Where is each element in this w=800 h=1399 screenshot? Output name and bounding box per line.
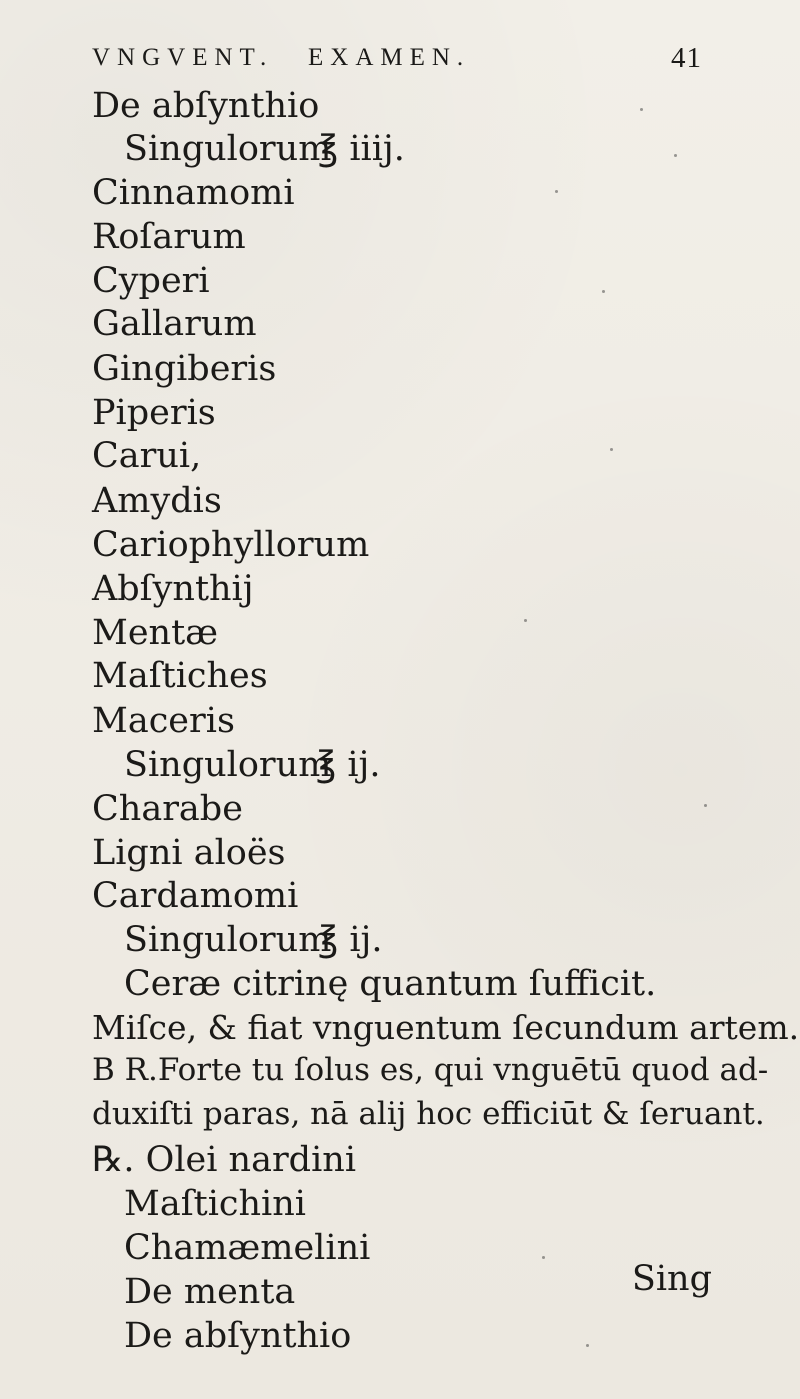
text-line-21: Ceræ citrinę quantum ſufficit. xyxy=(124,964,657,1004)
ink-speck xyxy=(674,154,677,157)
ink-speck xyxy=(524,619,527,622)
text-line-28: De menta xyxy=(124,1272,296,1312)
text-line-5: Cyperi xyxy=(92,261,210,301)
quantity-2: ℥ ij. xyxy=(316,745,381,785)
text-line-20: Singulorum xyxy=(124,920,332,960)
ink-speck xyxy=(602,290,605,293)
ink-speck xyxy=(555,190,558,193)
text-line-7: Gingiberis xyxy=(92,349,277,389)
ink-speck xyxy=(610,448,613,451)
text-line-10: Amydis xyxy=(92,481,222,521)
running-head-right: EXAMEN. xyxy=(308,44,471,71)
text-line-29: De abſynthio xyxy=(124,1316,352,1356)
text-line-11: Cariophyllorum xyxy=(92,525,370,565)
text-line-19: Cardamomi xyxy=(92,876,299,916)
running-header xyxy=(92,44,702,84)
page-number: 41 xyxy=(671,42,702,74)
text-line-14: Maſtiches xyxy=(92,656,268,696)
text-line-12: Abſynthij xyxy=(92,569,254,609)
ink-speck xyxy=(704,804,707,807)
text-line-22: Miſce, & fiat vnguentum ſecundum artem. xyxy=(92,1008,800,1047)
text-line-23: B R.Forte tu ſolus es, qui vnguētū quod ad- xyxy=(92,1052,769,1088)
text-line-3: Cinnamomi xyxy=(92,173,295,213)
text-line-2: Singulorum xyxy=(124,129,332,169)
text-line-13: Mentæ xyxy=(92,613,219,653)
text-line-27: Chamæmelini xyxy=(124,1228,371,1268)
quantity-1: ℥ iiij. xyxy=(318,129,405,169)
text-line-15: Maceris xyxy=(92,701,235,741)
text-line-25: ℞. Olei nardini xyxy=(92,1140,357,1180)
text-line-6: Gallarum xyxy=(92,304,257,344)
text-line-1: De abſynthio xyxy=(92,86,320,126)
catchword: Sing xyxy=(631,1259,712,1299)
ink-speck xyxy=(542,1256,545,1259)
text-line-17: Charabe xyxy=(92,789,243,829)
running-head-left: VNGVENT. xyxy=(92,44,274,71)
text-line-18: Ligni aloës xyxy=(92,833,286,873)
text-line-9: Carui, xyxy=(92,436,202,476)
text-line-26: Maſtichini xyxy=(124,1184,306,1224)
text-line-24: duxiſti paras, nā alij hoc efficiūt & ſeruant. xyxy=(92,1096,765,1132)
text-line-16: Singulorum xyxy=(124,745,332,785)
text-line-8: Piperis xyxy=(92,393,216,433)
ink-speck xyxy=(640,108,643,111)
text-line-4: Roſarum xyxy=(92,217,246,257)
ink-speck xyxy=(586,1344,589,1347)
quantity-3: ℥ ij. xyxy=(318,920,383,960)
